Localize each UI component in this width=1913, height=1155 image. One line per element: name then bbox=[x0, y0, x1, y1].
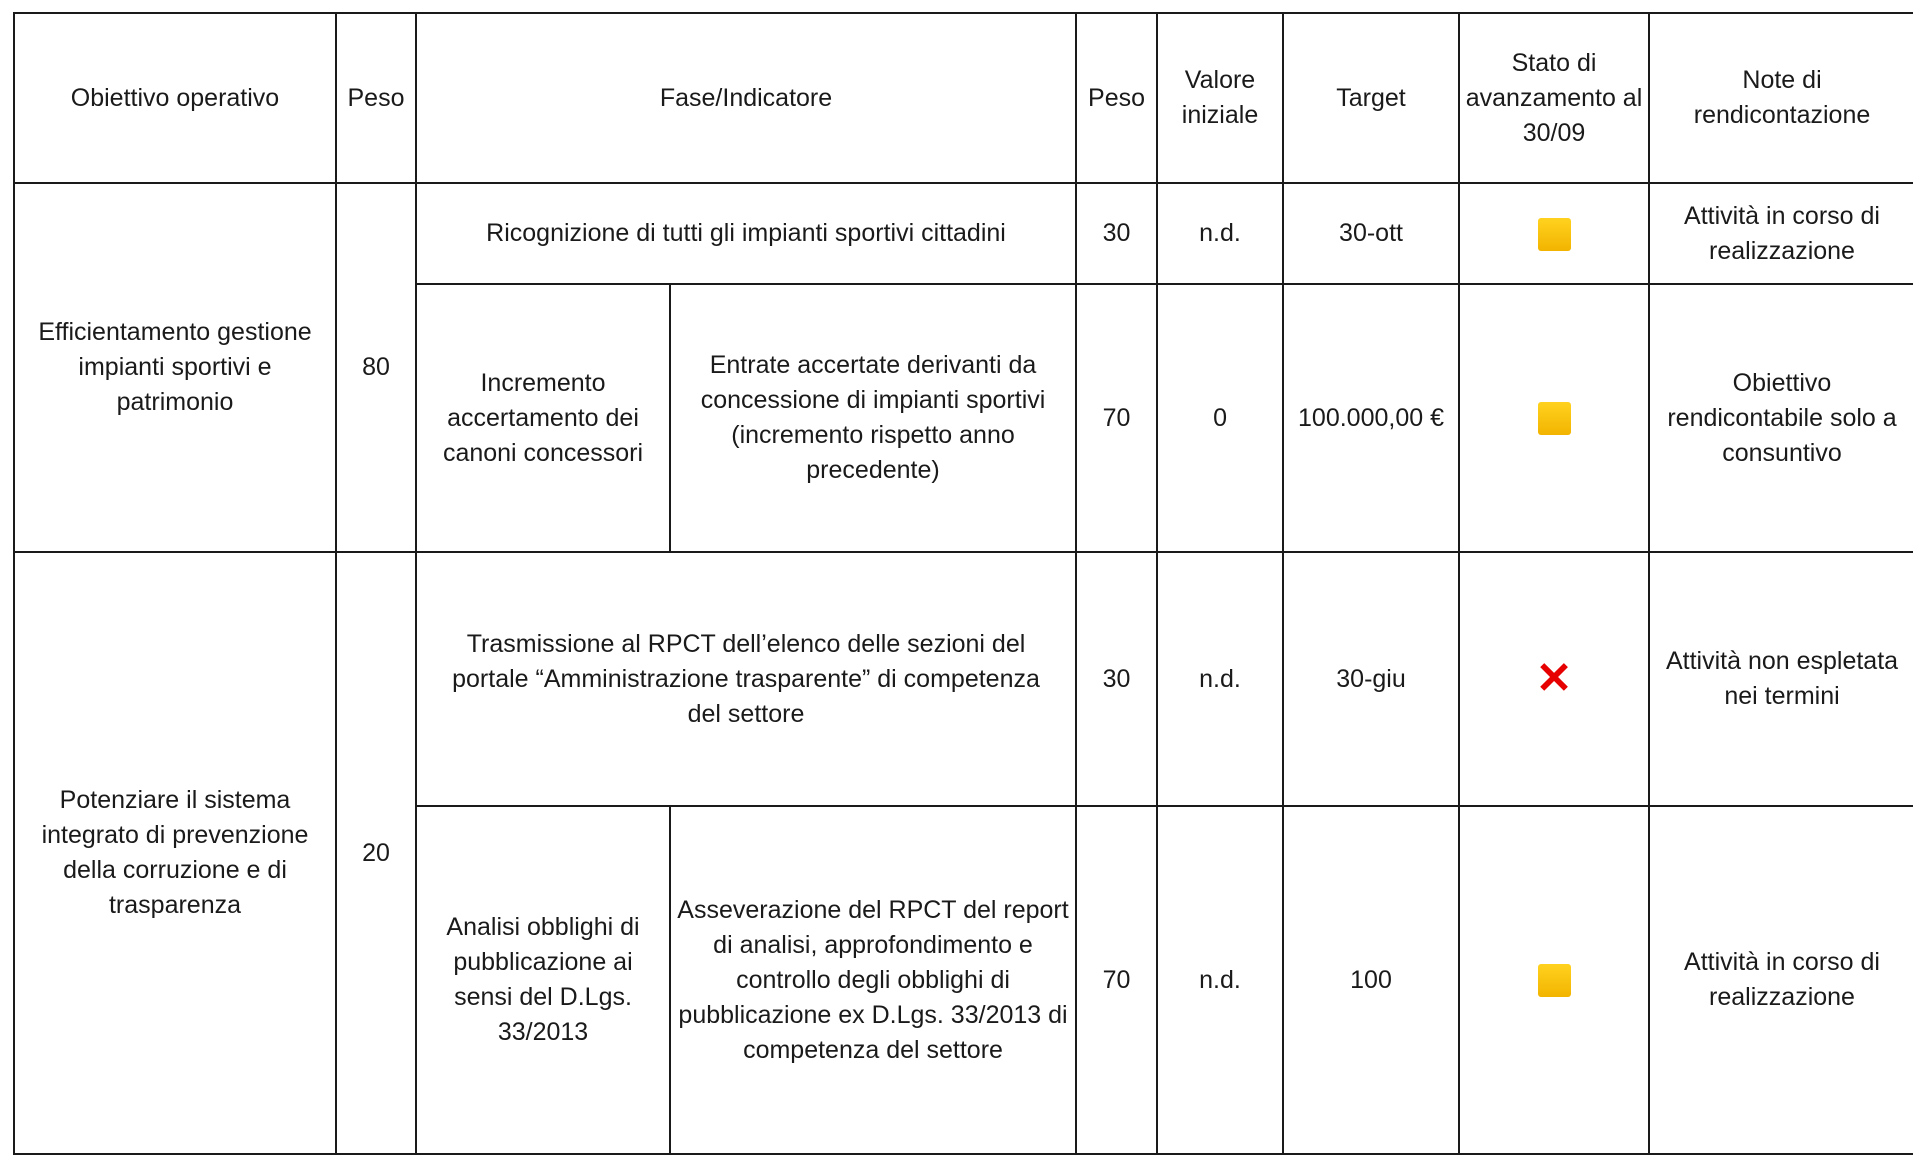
valore-iniziale-cell: n.d. bbox=[1157, 552, 1283, 806]
header-fase: Fase/Indicatore bbox=[416, 13, 1076, 183]
peso-cell: 30 bbox=[1076, 552, 1157, 806]
header-peso: Peso bbox=[336, 13, 416, 183]
table-row bbox=[14, 552, 1913, 806]
indicatore-cell: Entrate accertate derivanti da concessione di impianti sportivi (incremento rispetto anno precedente) bbox=[670, 284, 1076, 552]
fase-cell: Incremento accertamento dei canoni concessori bbox=[416, 284, 670, 552]
note-cell: Attività non espletata nei termini bbox=[1649, 552, 1913, 806]
stato-cell bbox=[1459, 284, 1649, 552]
rendicontazione-table bbox=[13, 12, 1913, 1155]
note-cell: Obiettivo rendicontabile solo a consuntivo bbox=[1649, 284, 1913, 552]
header-note: Note di rendicontazione bbox=[1649, 13, 1913, 183]
yellow-square-icon bbox=[1538, 218, 1571, 251]
peso-obiettivo-cell: 20 bbox=[336, 552, 416, 1154]
valore-iniziale-cell: n.d. bbox=[1157, 183, 1283, 284]
obiettivo-cell: Potenziare il sistema integrato di prevenzione della corruzione e di trasparenza bbox=[14, 552, 336, 1154]
peso-obiettivo-cell: 80 bbox=[336, 183, 416, 552]
target-cell: 100 bbox=[1283, 806, 1459, 1154]
header-row bbox=[14, 13, 1913, 183]
fase-cell: Analisi obblighi di pubblicazione ai sensi del D.Lgs. 33/2013 bbox=[416, 806, 670, 1154]
header-stato: Stato di avanzamento al 30/09 bbox=[1459, 13, 1649, 183]
target-cell: 30-ott bbox=[1283, 183, 1459, 284]
header-peso-fase: Peso bbox=[1076, 13, 1157, 183]
indicatore-cell: Asseverazione del RPCT del report di analisi, approfondimento e controllo degli obblighi di pubblicazione ex D.Lgs. 33/2013 di competenza del settore bbox=[670, 806, 1076, 1154]
stato-cell bbox=[1459, 183, 1649, 284]
peso-cell: 70 bbox=[1076, 806, 1157, 1154]
valore-iniziale-cell: 0 bbox=[1157, 284, 1283, 552]
target-cell: 100.000,00 € bbox=[1283, 284, 1459, 552]
red-x-icon: ✕ bbox=[1535, 654, 1573, 703]
header-obiettivo: Obiettivo operativo bbox=[14, 13, 336, 183]
peso-cell: 30 bbox=[1076, 183, 1157, 284]
obiettivo-cell: Efficientamento gestione impianti sportivi e patrimonio bbox=[14, 183, 336, 552]
target-cell: 30-giu bbox=[1283, 552, 1459, 806]
fase-cell: Trasmissione al RPCT dell’elenco delle sezioni del portale “Amministrazione trasparente” di competenza del settore bbox=[416, 552, 1076, 806]
fase-cell: Ricognizione di tutti gli impianti sportivi cittadini bbox=[416, 183, 1076, 284]
yellow-square-icon bbox=[1538, 964, 1571, 997]
table-row bbox=[14, 183, 1913, 284]
note-cell: Attività in corso di realizzazione bbox=[1649, 806, 1913, 1154]
stato-cell bbox=[1459, 552, 1649, 806]
valore-iniziale-cell: n.d. bbox=[1157, 806, 1283, 1154]
note-cell: Attività in corso di realizzazione bbox=[1649, 183, 1913, 284]
header-valore-iniziale: Valore iniziale bbox=[1157, 13, 1283, 183]
yellow-square-icon bbox=[1538, 402, 1571, 435]
header-target: Target bbox=[1283, 13, 1459, 183]
peso-cell: 70 bbox=[1076, 284, 1157, 552]
stato-cell bbox=[1459, 806, 1649, 1154]
